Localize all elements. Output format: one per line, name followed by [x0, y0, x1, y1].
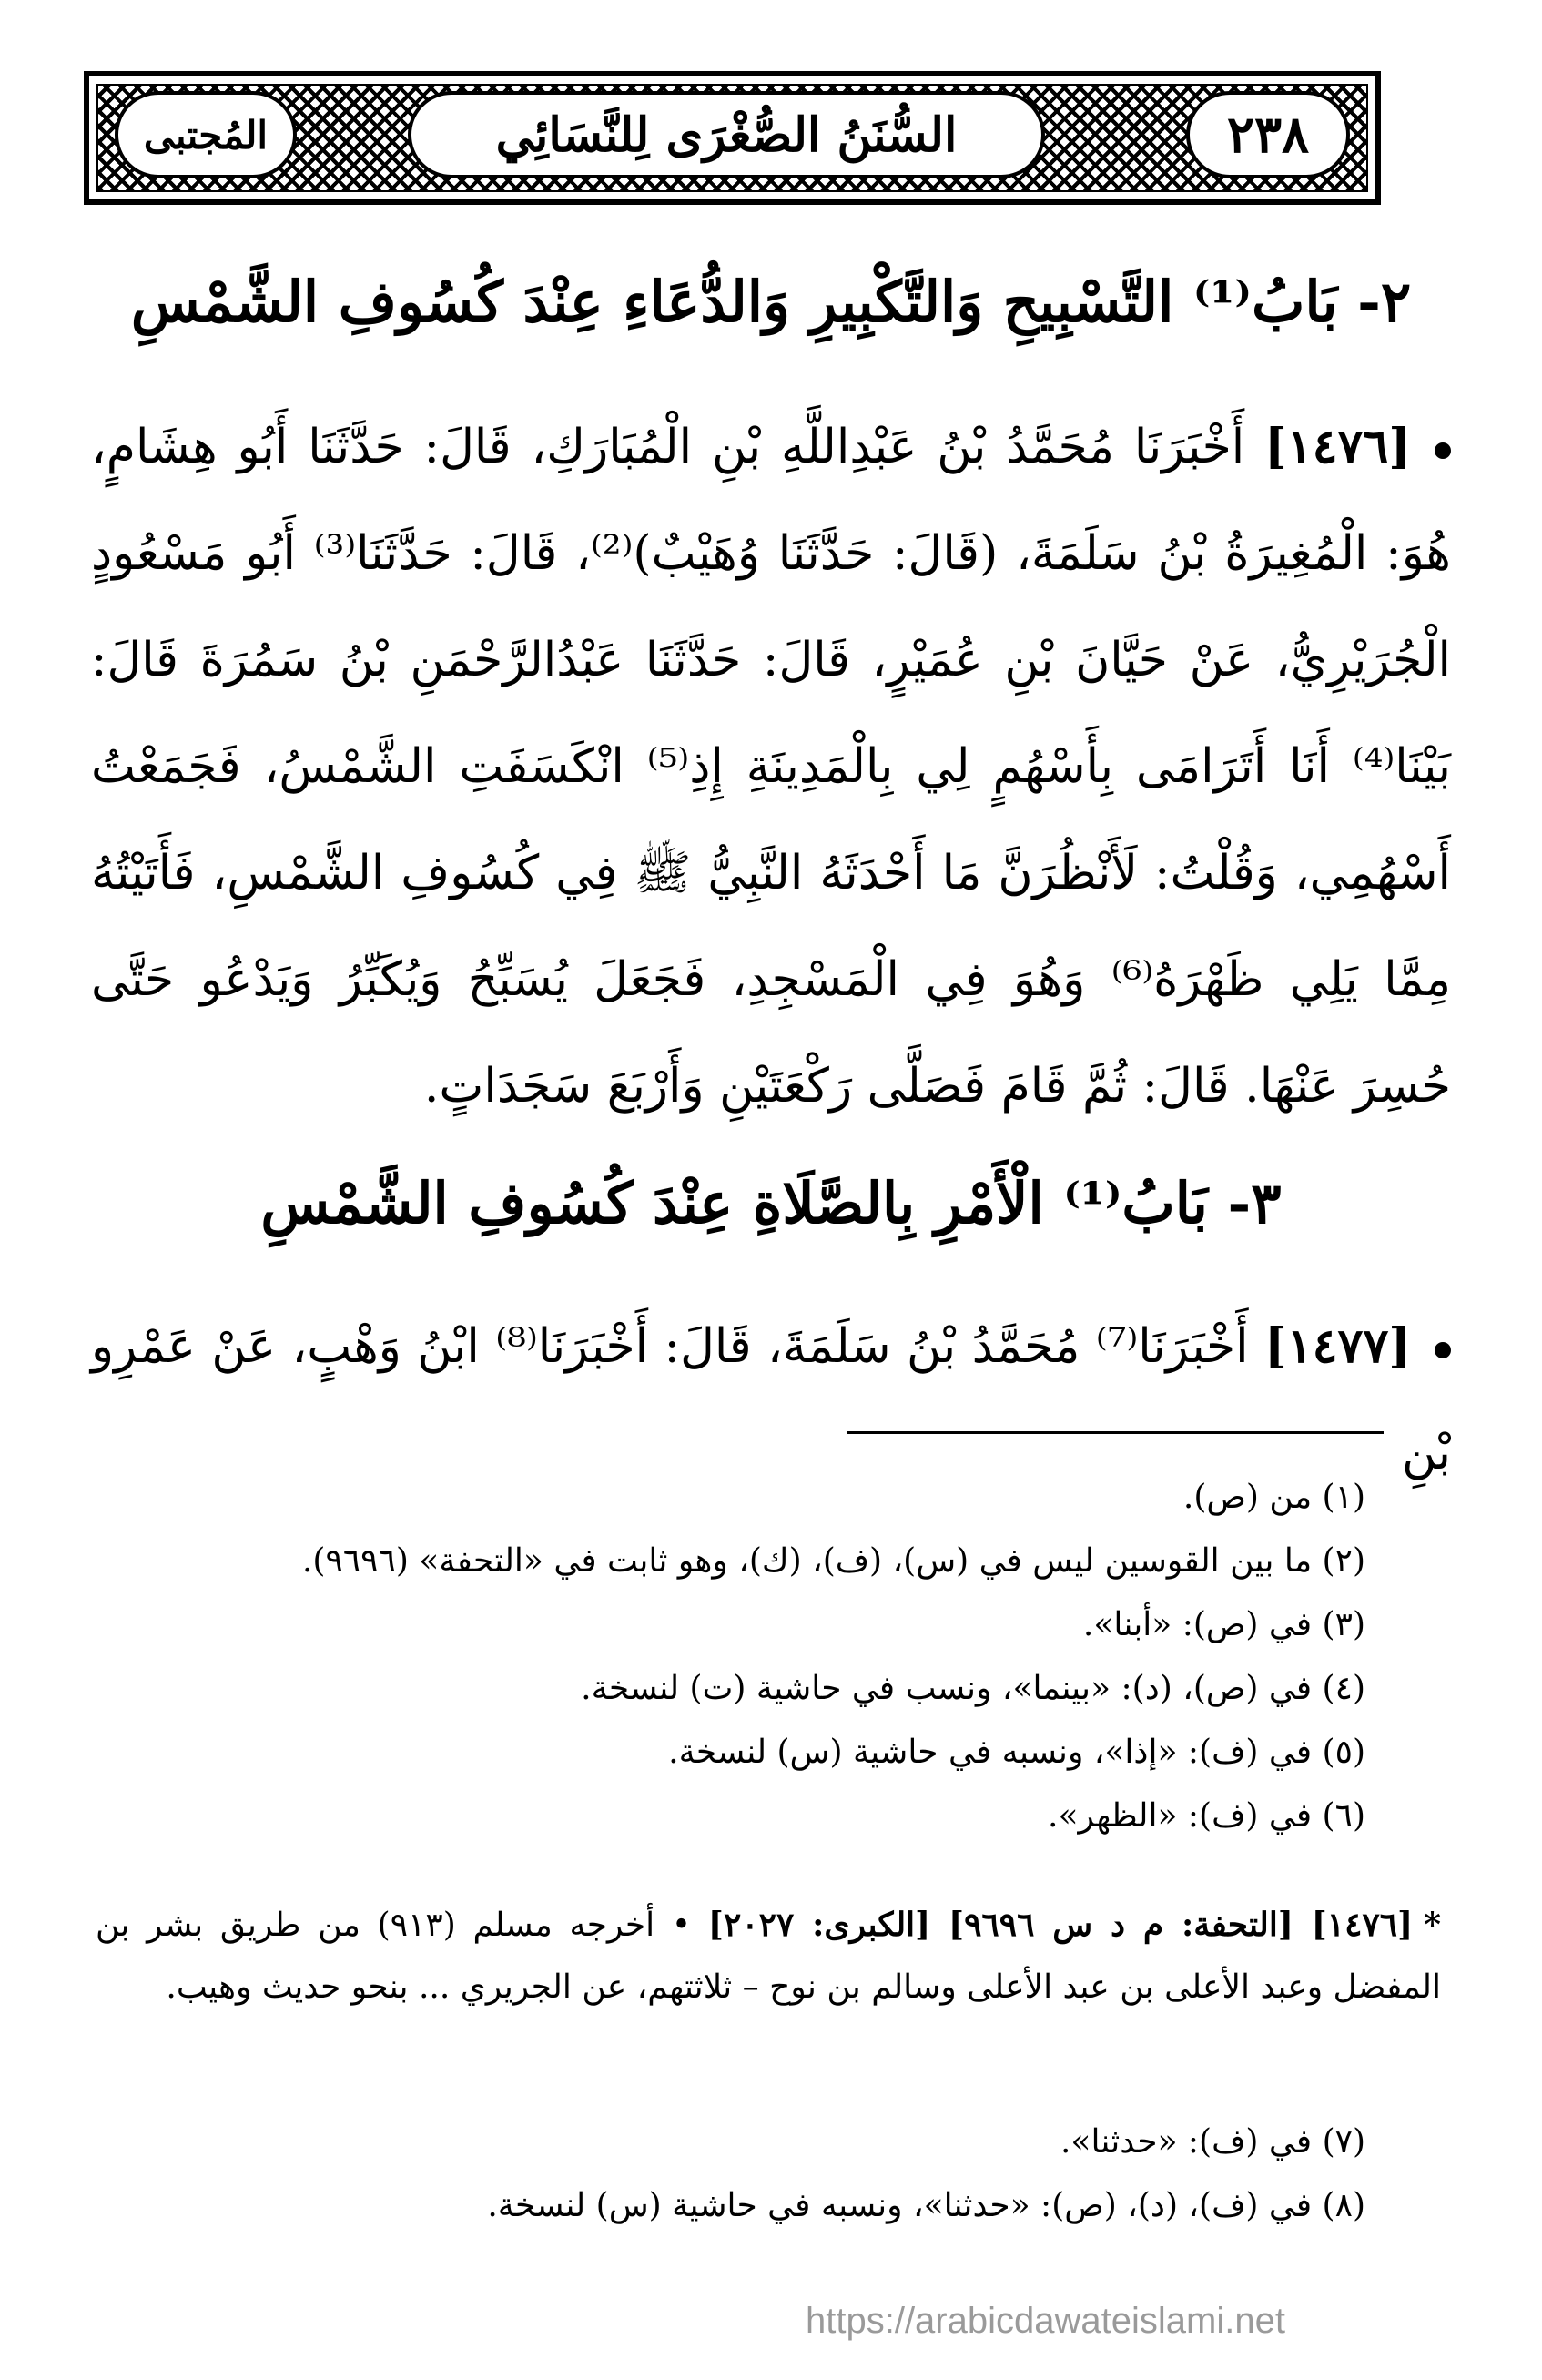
footnote: (١) من (ص).: [1182, 1479, 1365, 1516]
takhrij-note: [96, 1894, 1441, 2019]
footnote: (٧) في (ف): «حدثنا».: [1060, 2123, 1365, 2161]
takhrij-text: • أخرجه مسلم (٩١٣) من طريق بشر بن المفضل وعبد الأعلى بن عبد الأعلى وسالم بن نوح – ثلاثتهم، عن الجريري ... بنحو حديث وهيب.: [96, 1907, 1441, 2006]
hadith-number: [١٤٧٦]: [1264, 419, 1411, 474]
footnote: (٦) في (ف): «الظهر».: [1048, 1797, 1365, 1835]
takhrij-references: [١٤٧٦] [التحفة: م د س ٩٦٩٦] [الكبرى: ٢٠٢٧]: [707, 1906, 1414, 1944]
watermark: https://arabicdawateislami.net: [806, 2301, 1285, 2341]
footnote: (٢) ما بين القوسين ليس في (س)، (ف)، (ك)، وهو ثابت في «التحفة» (٩٦٩٦).: [301, 1542, 1365, 1580]
asterisk-icon: *: [1424, 1906, 1441, 1944]
book-title: السُّنَنُ الصُّغْرَى لِلنَّسَائِي: [408, 91, 1045, 178]
section-heading: ٢- بَابُ⁽¹⁾ التَّسْبِيحِ وَالتَّكْبِيرِ وَالدُّعَاءِ عِنْدَ كُسُوفِ الشَّمْسِ: [130, 269, 1412, 335]
footnote: (٣) في (ص): «أبنا».: [1082, 1606, 1365, 1643]
footnote: (٨) في (ف)، (د)، (ص): «حدثنا»، ونسبه في حاشية (س) لنسخة.: [487, 2187, 1365, 2224]
hadith-body: أَخْبَرَنَا مُحَمَّدُ بْنُ عَبْدِاللَّهِ بْنِ الْمُبَارَكِ، قَالَ: حَدَّثَنَا أَبُو هِشَامٍ، هُوَ: الْمُغِيرَةُ بْنُ سَلَمَةَ، (قَالَ: حَدَّثَنَا وُهَيْبٌ)⁽²⁾، قَالَ: حَدَّثَنَا⁽³⁾ أَبُو مَسْعُودٍ الْجُرَيْرِيُّ، عَنْ حَيَّانَ بْنِ عُمَيْرٍ، قَالَ: حَدَّثَنَا عَبْدُالرَّحْمَنِ بْنُ سَمُرَةَ قَالَ: بَيْنَا⁽⁴⁾ أَنَا أَتَرَامَى بِأَسْهُمٍ لِي بِالْمَدِينَةِ إِذِ⁽⁵⁾ انْكَسَفَتِ الشَّمْسُ، فَجَمَعْتُ أَسْهُمِي، وَقُلْتُ: لَأَنْظُرَنَّ مَا أَحْدَثَهُ النَّبِيُّ ﷺ فِي كُسُوفِ الشَّمْسِ، فَأَتَيْتُهُ مِمَّا يَلِي ظَهْرَهُ⁽⁶⁾ وَهُوَ فِي الْمَسْجِدِ، فَجَعَلَ يُسَبِّحُ وَيُكَبِّرُ وَيَدْعُو حَتَّى حُسِرَ عَنْهَا. قَالَ: ثُمَّ قَامَ فَصَلَّى رَكْعَتَيْنِ وَأَرْبَعَ سَجَدَاتٍ.: [91, 420, 1452, 1114]
footnotes: [109, 2110, 1365, 2238]
footnote-separator: [847, 1431, 1384, 1434]
hadith-text: [91, 393, 1451, 1140]
short-title-cartouche: المُجتبى: [115, 91, 297, 178]
footnote: (٥) في (ف): «إذا»، ونسبه في حاشية (س) لنسخة.: [668, 1734, 1365, 1771]
bullet-icon: [1435, 1342, 1451, 1358]
page-number: ٢٣٨: [1186, 91, 1350, 178]
bullet-icon: [1435, 442, 1451, 459]
footnotes: [109, 1466, 1365, 1848]
hadith-number: [١٤٧٧]: [1264, 1318, 1412, 1374]
footnote: (٤) في (ص)، (د): «بينما»، ونسب في حاشية (ت) لنسخة.: [581, 1670, 1365, 1707]
hadith-body: أَخْبَرَنَا⁽⁷⁾ مُحَمَّدُ بْنُ سَلَمَةَ، قَالَ: أَخْبَرَنَا⁽⁸⁾ ابْنُ وَهْبٍ، عَنْ عَمْرِو بْنِ: [91, 1319, 1451, 1480]
section-heading: ٣- بَابُ⁽¹⁾ الْأَمْرِ بِالصَّلَاةِ عِنْدَ كُسُوفِ الشَّمْسِ: [260, 1170, 1282, 1236]
page-header: [84, 71, 1381, 205]
